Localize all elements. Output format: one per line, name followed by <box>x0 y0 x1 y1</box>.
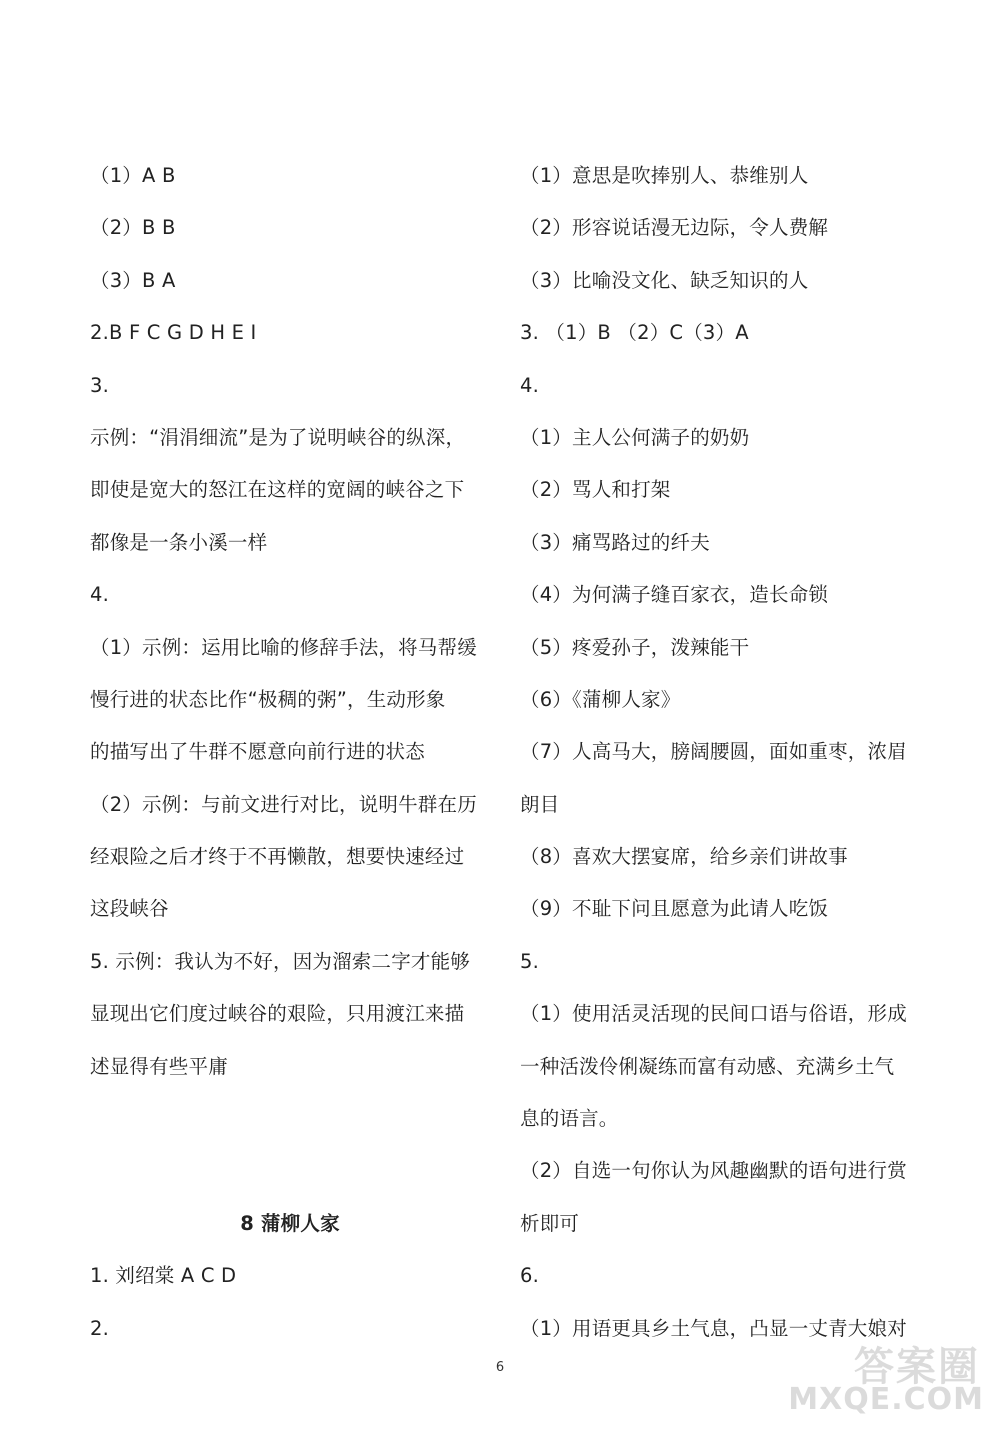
text-line: 都像是一条小溪一样 <box>90 530 268 554</box>
section-title: 8 蒲柳人家 <box>240 1211 340 1235</box>
page-number: 6 <box>495 1360 505 1375</box>
text-line: （6）《蒲柳人家》 <box>520 687 681 711</box>
text-line: （1）示例：运用比喻的修辞手法，将马帮缓 <box>90 635 477 659</box>
text-line: 朗目 <box>520 792 560 816</box>
text-line: 5. <box>520 949 540 973</box>
text-line: 2.B F C G D H E I <box>90 321 257 345</box>
watermark-bottom-text: MXQE.COM <box>788 1382 984 1417</box>
right-column <box>520 150 920 1355</box>
text-line: 慢行进的状态比作“极稠的粥”，生动形象 <box>90 687 446 711</box>
text-line: （4）为何满子缝百家衣，造长命锁 <box>520 583 829 607</box>
watermark-logo <box>788 1335 986 1421</box>
text-line: 4. <box>90 583 110 607</box>
text-line: （3）痛骂路过的纤夫 <box>520 530 710 554</box>
text-line: 息的语言。 <box>520 1107 619 1131</box>
text-line: （3）B A <box>90 268 176 292</box>
text-line: 3. <box>90 373 110 397</box>
left-column <box>90 150 500 1355</box>
text-line: （2）骂人和打架 <box>520 478 671 502</box>
text-line: 6. <box>520 1264 540 1288</box>
text-line: 5. 示例：我认为不好，因为溜索二字才能够 <box>90 949 471 973</box>
watermark-top-text: 答案圈 <box>854 1344 980 1390</box>
text-line: （7）人高马大，膀阔腰圆，面如重枣，浓眉 <box>520 740 907 764</box>
text-line: 4. <box>520 373 540 397</box>
text-line: （2）自选一句你认为风趣幽默的语句进行赏 <box>520 1159 907 1183</box>
text-line: 显现出它们度过峡谷的艰险，只用渡江来描 <box>90 1002 465 1026</box>
text-line: 3. （1）B （2）C（3）A <box>520 321 749 345</box>
text-line: 述显得有些平庸 <box>90 1054 228 1078</box>
text-line: （1）用语更具乡土气息，凸显一丈青大娘对 <box>520 1316 907 1340</box>
text-line: （2）形容说话漫无边际，令人费解 <box>520 216 829 240</box>
text-line: 的描写出了牛群不愿意向前行进的状态 <box>90 740 425 764</box>
text-line: （3）比喻没文化、缺乏知识的人 <box>520 268 809 292</box>
blank-line <box>90 1093 500 1145</box>
text-line: 1. 刘绍棠 A C D <box>90 1264 237 1288</box>
text-line: 经艰险之后才终于不再懒散，想要快速经过 <box>90 845 465 869</box>
text-line: （2）B B <box>90 216 176 240</box>
text-line: 2. <box>90 1316 110 1340</box>
text-line: 这段峡谷 <box>90 897 169 921</box>
text-line: （1）意思是吹捧别人、恭维别人 <box>520 164 809 187</box>
text-line: （1）主人公何满子的奶奶 <box>520 425 750 449</box>
text-line: （1）A B <box>90 164 176 187</box>
text-line: 析即可 <box>520 1211 580 1235</box>
text-line: 即使是宽大的怒江在这样的宽阔的峡谷之下 <box>90 478 465 502</box>
text-line: （1）使用活灵活现的民间口语与俗语，形成 <box>520 1002 907 1026</box>
text-line: 一种活泼伶俐凝练而富有动感、充满乡土气 <box>520 1054 895 1078</box>
blank-line <box>90 1145 500 1197</box>
text-line: （5）疼爱孙子，泼辣能干 <box>520 635 750 659</box>
text-line: （9）不耻下问且愿意为此请人吃饭 <box>520 897 829 921</box>
text-line: （2）示例：与前文进行对比，说明牛群在历 <box>90 792 477 816</box>
text-line: （8）喜欢大摆宴席，给乡亲们讲故事 <box>520 845 848 869</box>
text-line: 示例：“涓涓细流”是为了说明峡谷的纵深， <box>90 425 466 449</box>
